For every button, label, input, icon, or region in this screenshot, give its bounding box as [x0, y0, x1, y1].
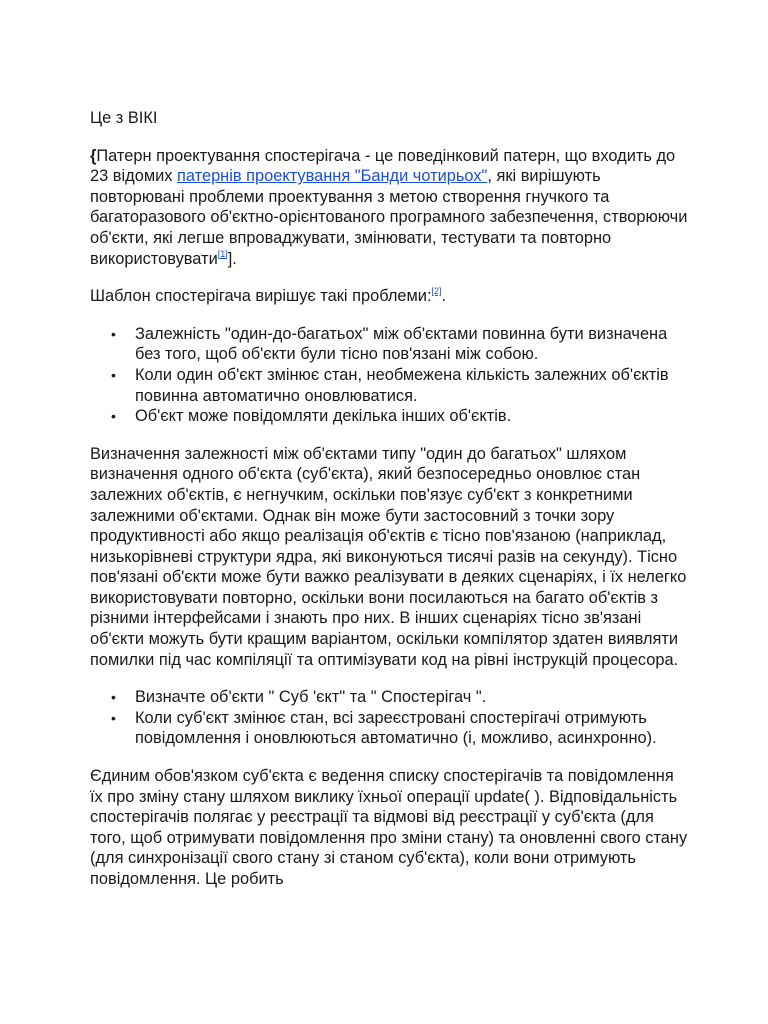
list-item: • Коли один об'єкт змінює стан, необмежена кількість залежних об'єктів повинна автоматично оновлюватися. [135, 365, 690, 406]
reference-link-1[interactable]: [1] [217, 248, 228, 259]
reference-link-2[interactable]: [2] [431, 286, 442, 297]
list-item: • Залежність "один-до-багатьох" між об'єктами повинна бути визначена без того, щоб об'єкти були тісно пов'язані між собою. [135, 324, 690, 365]
coupling-paragraph: Визначення залежності між об'єктами типу "один до багатьох" шляхом визначення одного об'єкта (суб'єкта), який безпосередньо оновлює стан залежних об'єктів, є негнучким, оскільки пов'язує суб'єкт з конкретними залежними об'єктами. Однак він може бути застосовний з точки зору продуктивності або якщо реалізація об'єктів є тісно пов'язаною (наприклад, низькорівневі структури ядра, які виконуються тисячі разів на секунду). Тісно пов'язані об'єкти може бути важко реалізувати в деяких сценаріях, і їх нелегко використовувати повторно, оскільки вони посилаються на багато об'єктів з різними інтерфейсами і знають про них. В інших сценаріях тісно зв'язані об'єкти можуть бути кращим варіантом, оскільки компілятор здатен виявляти помилки під час компіляції та оптимізувати код на рівні інструкцій процесора. [90, 444, 687, 669]
problems-paragraph [90, 286, 690, 307]
list-item: • Коли суб'єкт змінює стан, всі зареєстровані спостерігачі отримують повідомлення і оновлюються автоматично (і, можливо, асинхронно). [135, 708, 690, 749]
open-brace: { [90, 146, 97, 165]
list-item: • Визначте об'єкти " Суб 'єкт" та " Спостерігач ". [135, 687, 690, 708]
solution-list [90, 687, 690, 749]
intro-text-cont: , які вирішують повторювані проблеми проектування з метою створення гнучкого та багаторазового об'єктно-орієнтованого програмного забезпечення, створюючи об'єкти, які легше впроваджувати, змінювати, тестувати та повторно використовувати [90, 167, 688, 268]
list-item: • Об'єкт може повідомляти декілька інших об'єктів. [135, 406, 690, 427]
responsibility-paragraph: Єдиним обов'язком суб'єкта є ведення списку спостерігачів та повідомлення їх про зміну стану шляхом виклику їхньої операції update( ). Відповідальність спостерігачів полягає у реєстрації та відмові від реєстрації у суб'єкта (для того, щоб отримувати повідомлення про зміни стану) та оновленні свого стану (для синхронізації свого стану зі станом суб'єкта), коли вони отримують повідомлення. Це робить [90, 767, 688, 888]
problems-list [90, 324, 690, 427]
intro-text: Патерн проектування спостерігача - це поведінковий патерн, що входить до 23 відомих [90, 146, 676, 186]
intro-tail: ]. [227, 249, 237, 268]
intro-paragraph [90, 146, 690, 270]
gof-patterns-link[interactable]: патернів проектування "Банди чотирьох" [177, 167, 488, 186]
problems-text: Шаблон спостерігача вирішує такі проблеми: [90, 287, 432, 306]
problems-tail: . [441, 287, 447, 306]
document-title: Це з ВІКІ [90, 109, 158, 127]
document-body [90, 108, 690, 907]
